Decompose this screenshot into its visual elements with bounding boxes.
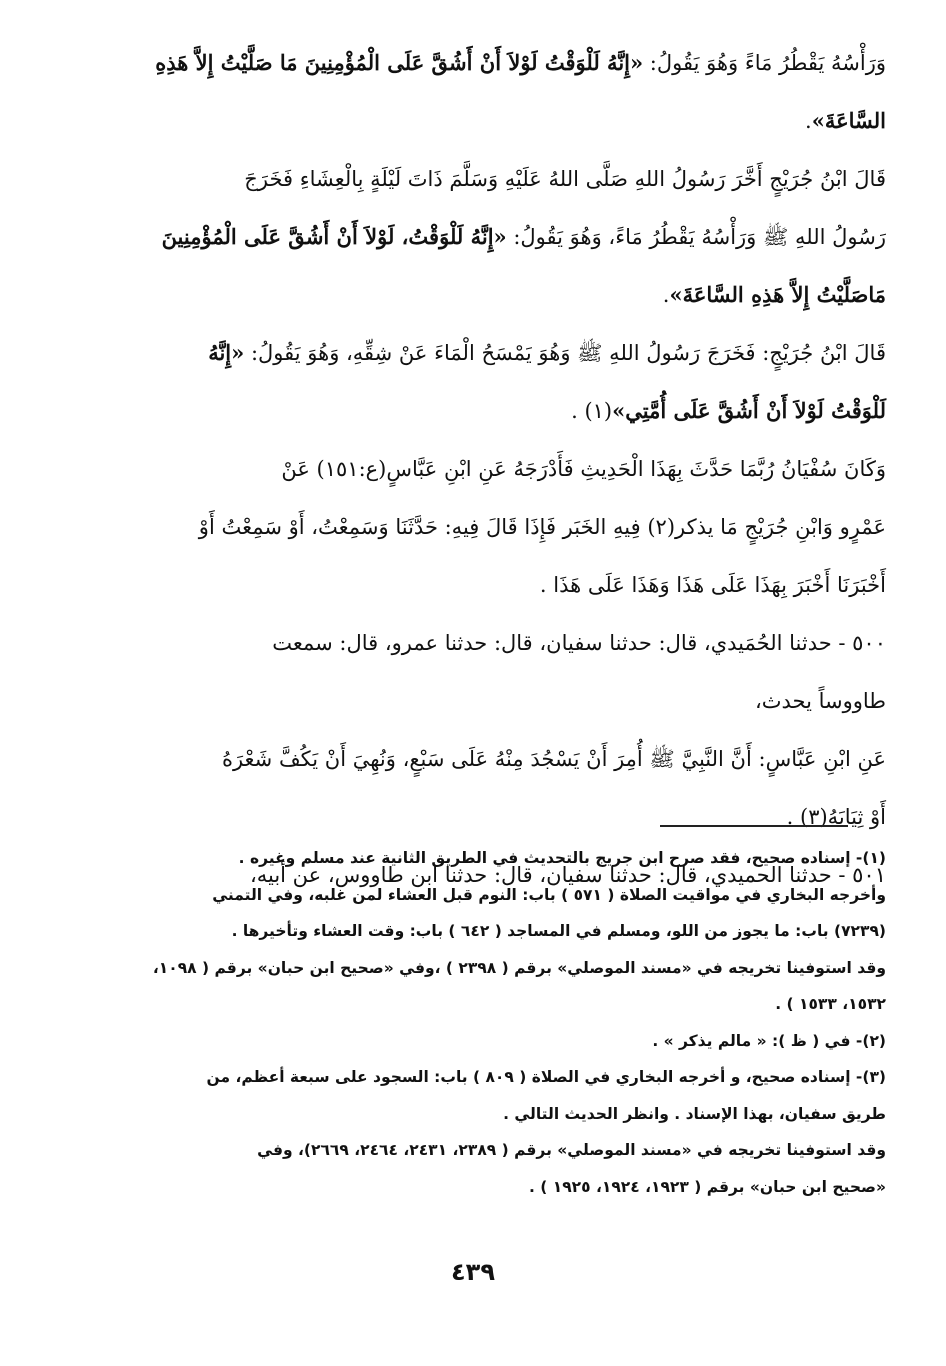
footnote-line: (٢)- في ( ظ ): « مالم يذكر » .: [652, 1031, 886, 1050]
footnote-line: وقد استوفينا تخريجه في «مسند الموصلي» برقم ( ٢٣٩٨ ) ،وفي «صحيح ابن حبان» برقم ( ١٠٩٨،: [152, 958, 886, 977]
text-line: وَرَأْسُهُ يَقْطُرُ مَاءً وَهُوَ يَقُولُ: «إِنَّهُ لَلْوَقْتُ لَوْلاَ أَنْ أَشُقَّ عَلَى الْمُؤْمِنِينَ مَا صَلَّيْتُ إِلاَّ هَذِهِ: [155, 50, 886, 75]
footnote-line: (١)- إسناده صحيح، فقد صرح ابن جريج بالتحديث في الطريق الثانية عند مسلم وغيره .: [238, 849, 886, 867]
footnotes: [66, 840, 886, 1205]
page-number: ٤٣٩: [451, 1258, 495, 1286]
text-line: أَخْبَرَنَا أَخْبَرَ بِهَذَا عَلَى هَذَا وَهَذَا عَلَى هَذَا .: [539, 573, 886, 597]
text-line: السَّاعَةَ».: [805, 108, 886, 133]
footnote-line: طريق سفيان، بهذا الإسناد . وانظر الحديث التالي .: [503, 1104, 886, 1123]
footnote-line: (٣)- إسناده صحيح، و أخرجه البخاري في الصلاة ( ٨٠٩ ) باب: السجود على سبعة أعظم، من: [206, 1068, 886, 1086]
text-line: قَالَ ابْنُ جُرَيْجٍ أَخَّرَ رَسُولُ اللهِ صَلَّى اللهُ عَلَيْهِ وَسَلَّمَ ذَاتَ لَيْلَةٍ بِالْعِشَاءِ فَخَرَجَ: [244, 167, 886, 191]
text-line: رَسُولُ اللهِ ﷺ وَرَأْسُهُ يَقْطُرُ مَاءً، وَهُوَ يَقُولُ: «إِنَّهُ لَلْوَقْتُ، لَوْلاَ أَنْ أَشُقَّ عَلَى الْمُؤْمِنِينَ: [161, 224, 886, 249]
text-line: عَنِ ابْنِ عَبَّاسٍ: أَنَّ النَّبِيَّ ﷺ أُمِرَ أَنْ يَسْجُدَ مِنْهُ عَلَى سَبْعٍ، وَنُهِيَ أَنْ يَكُفَّ شَعْرَهُ: [221, 747, 886, 771]
footnote-line: «صحيح ابن حبان» برقم ( ١٩٢٣، ١٩٢٤، ١٩٢٥ ) .: [528, 1177, 886, 1196]
footnote-line: وأخرجه البخاري في مواقيت الصلاة ( ٥٧١ ) باب: النوم قبل العشاء لمن غلبه، وفي التمني: [212, 885, 886, 904]
text-line: أَوْ ثِيَابَهُ(٣) .: [786, 805, 886, 829]
text-line: ٥٠١ - حدثنا الحميدي، قال: حدثنا سفيان، قال: حدثنا ابن طاووس، عن أبيه،: [249, 863, 886, 887]
text-line: طاووساً يحدث،: [754, 689, 886, 713]
text-line: وَكَانَ سُفْيَانُ رُبَّمَا حَدَّثَ بِهَذَا الْحَدِيثِ فَأَدْرَجَهُ عَنِ ابْنِ عَبَّاسٍ(ع:١٥١) عَنْ: [281, 457, 886, 481]
footnote-line: ١٥٣٢، ١٥٣٣ ) .: [775, 995, 886, 1013]
text-line: مَاصَلَّيْتُ إِلاَّ هَذِهِ السَّاعَةَ».: [662, 282, 886, 307]
text-line: ٥٠٠ - حدثنا الحُمَيدي، قال: حدثنا سفيان، قال: حدثنا عمرو، قال: سمعت: [272, 631, 886, 655]
footnote-divider: [660, 825, 848, 827]
text-line: قَالَ ابْنُ جُرَيْجٍ: فَخَرَجَ رَسُولُ اللهِ ﷺ وَهُوَ يَمْسَحُ الْمَاءَ عَنْ شِقِّهِ، وَهُوَ يَقُولُ: «إِنَّهُ: [208, 340, 886, 365]
body-text: [66, 34, 886, 904]
text-line: لَلْوَقْتُ لَوْلاَ أَنْ أَشُقَّ عَلَى أُمَّتِي»(١) .: [571, 398, 886, 423]
text-line: عَمْرٍو وَابْنِ جُرَيْجٍ مَا يذكر(٢) فِيهِ الخَبَر فَإِذَا قَالَ فِيهِ: حَدَّثَنَا وَسَمِعْتُ، أَوْ سَمِعْتُ أَوْ: [198, 515, 886, 539]
footnote-line: وقد استوفينا تخريجه في «مسند الموصلي» برقم ( ٢٣٨٩، ٢٤٣١، ٢٤٦٤، ٢٦٦٩)، وفي: [257, 1141, 886, 1159]
footnote-line: (٧٢٣٩) باب: ما يجوز من اللو، ومسلم في المساجد ( ٦٤٢ ) باب: وقت العشاء وتأخيرها .: [231, 922, 886, 940]
